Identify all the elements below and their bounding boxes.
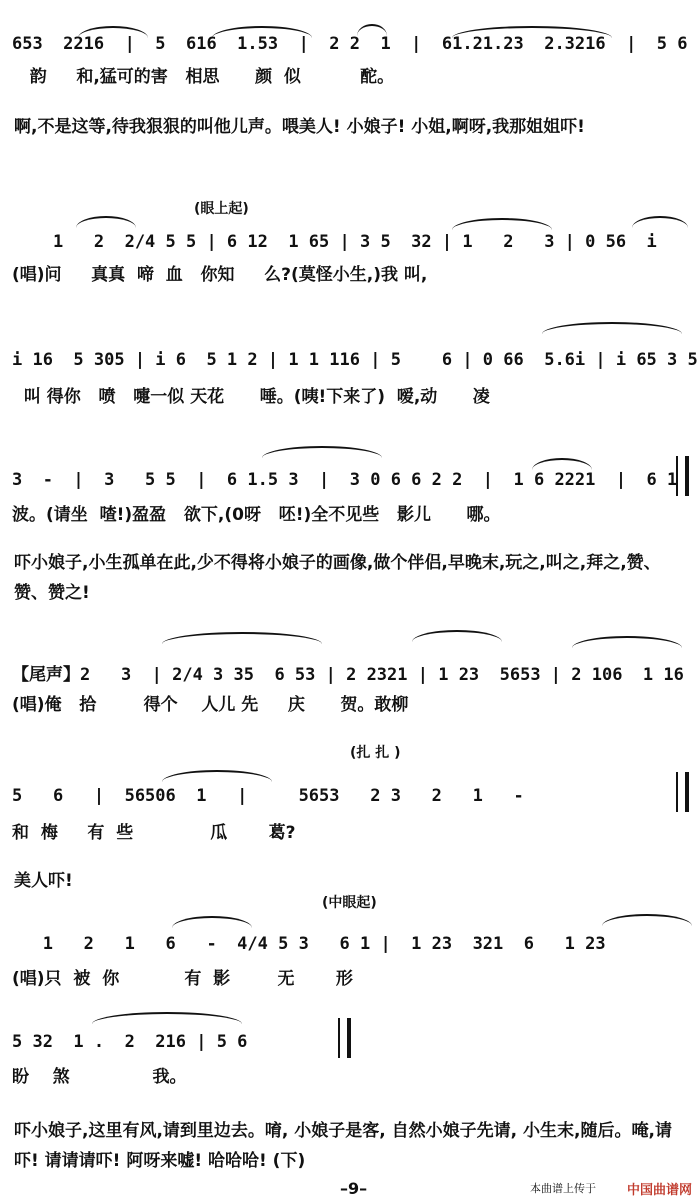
slur bbox=[262, 446, 382, 458]
notation-line bbox=[12, 660, 688, 690]
notation-line: 653 2216 | 5 616 1.53 | 2 2 1 | 61.21.23 2.3216 | 5 6 bbox=[12, 34, 688, 54]
score-system-2 bbox=[12, 198, 688, 285]
lyric-line: (唱)俺 拾 得个 人儿 先 庆 贺。敢柳 bbox=[12, 695, 409, 715]
score-system-6 bbox=[12, 742, 688, 843]
slur bbox=[92, 1012, 242, 1024]
notation-text: 2 3 | 2/4 3 35 6 53 | 2 2321 | 1 23 5653 | 2 106 1 16 bbox=[80, 665, 684, 685]
dialogue-4: 吓小娘子,这里有风,请到里边去。唷, 小娘子是客, 自然小娘子先请, 小生末,随后。唵,请吓! 请请请吓! 阿呀来嘘! 哈哈哈! (下) bbox=[14, 1121, 672, 1171]
double-barline bbox=[676, 456, 689, 496]
slur bbox=[602, 914, 692, 926]
annotation: (中眼起) bbox=[322, 895, 377, 911]
notation-line: 5 32 1 . 2 216 | 5 6 bbox=[12, 1032, 248, 1052]
slur bbox=[542, 322, 682, 334]
slur bbox=[452, 218, 552, 230]
dialogue-1: 啊,不是这等,待我狠狠的叫他儿声。喂美人! 小娘子! 小姐,啊呀,我那姐姐吓! bbox=[14, 117, 585, 137]
dialogue-2: 吓小娘子,小生孤单在此,少不得将小娘子的画像,做个伴侣,早晚末,玩之,叫之,拜之,赞、赞、赞之! bbox=[14, 553, 661, 603]
slur bbox=[412, 630, 502, 642]
score-system-4 bbox=[12, 442, 688, 525]
lyric-line: (唱)只 被 你 有 影 无 形 bbox=[12, 969, 353, 989]
slur bbox=[532, 458, 592, 470]
lyric-line: (唱)问 真真 啼 血 你知 么?(莫怪小生,)我 叫, bbox=[12, 265, 428, 285]
score-system-1 bbox=[12, 22, 688, 92]
lyric-line: 盼 煞 我。 bbox=[12, 1067, 187, 1087]
dialogue-3: 美人吓! bbox=[14, 871, 73, 891]
lyric-line: 叫 得你 喷 嚏一似 天花 唾。(咦!下来了) 嗳,动 凌 bbox=[12, 387, 490, 407]
lyric-line: 和 梅 有 些 瓜 葛? bbox=[12, 823, 296, 843]
notation-line: 1 2 1 6 - 4/4 5 3 6 1 | 1 23 321 6 1 23 bbox=[12, 934, 606, 954]
section-label: 【尾声】 bbox=[12, 665, 80, 685]
double-barline bbox=[338, 1018, 351, 1058]
double-barline bbox=[676, 772, 689, 812]
brand-logo: 中国曲谱网 bbox=[626, 1183, 692, 1198]
slur bbox=[572, 636, 682, 648]
score-system-5 bbox=[12, 622, 688, 715]
score-system-3 bbox=[12, 318, 698, 407]
slur bbox=[632, 216, 688, 228]
lyric-line: 韵 和,猛可的害 相思 颜 似 酡。 bbox=[12, 67, 395, 87]
slur bbox=[162, 770, 272, 782]
page-number: –9– bbox=[340, 1179, 368, 1198]
notation-line: 1 2 2/4 5 5 | 6 12 1 65 | 3 5 32 | 1 2 3 | 0 56 i bbox=[12, 232, 657, 252]
annotation: (扎 扎 ) bbox=[350, 745, 401, 761]
slur bbox=[76, 216, 136, 228]
credit-text: 本曲谱上传于 bbox=[530, 1182, 596, 1195]
notation-line: i 16 5 305 | i 6 5 1 2 | 1 1 116 | 5 6 | 0 66 5.6i | i 65 3 5 bbox=[12, 350, 698, 370]
notation-line: 5 6 | 56506 1 | 5653 2 3 2 1 - bbox=[12, 786, 524, 806]
annotation: (眼上起) bbox=[194, 201, 249, 217]
score-system-8 bbox=[12, 1008, 688, 1088]
page-footer bbox=[0, 1174, 700, 1198]
slur bbox=[172, 916, 252, 928]
slur bbox=[162, 632, 322, 644]
notation-line: 3 - | 3 5 5 | 6 1.5 3 | 3 0 6 6 2 2 | 1 6 2221 | 6 1 bbox=[12, 470, 678, 490]
lyric-line: 波。(请坐 喳!)盈盈 欲下,(0呀 呸!)全不见些 影儿 哪。 bbox=[12, 505, 501, 525]
score-system-7 bbox=[12, 892, 688, 989]
